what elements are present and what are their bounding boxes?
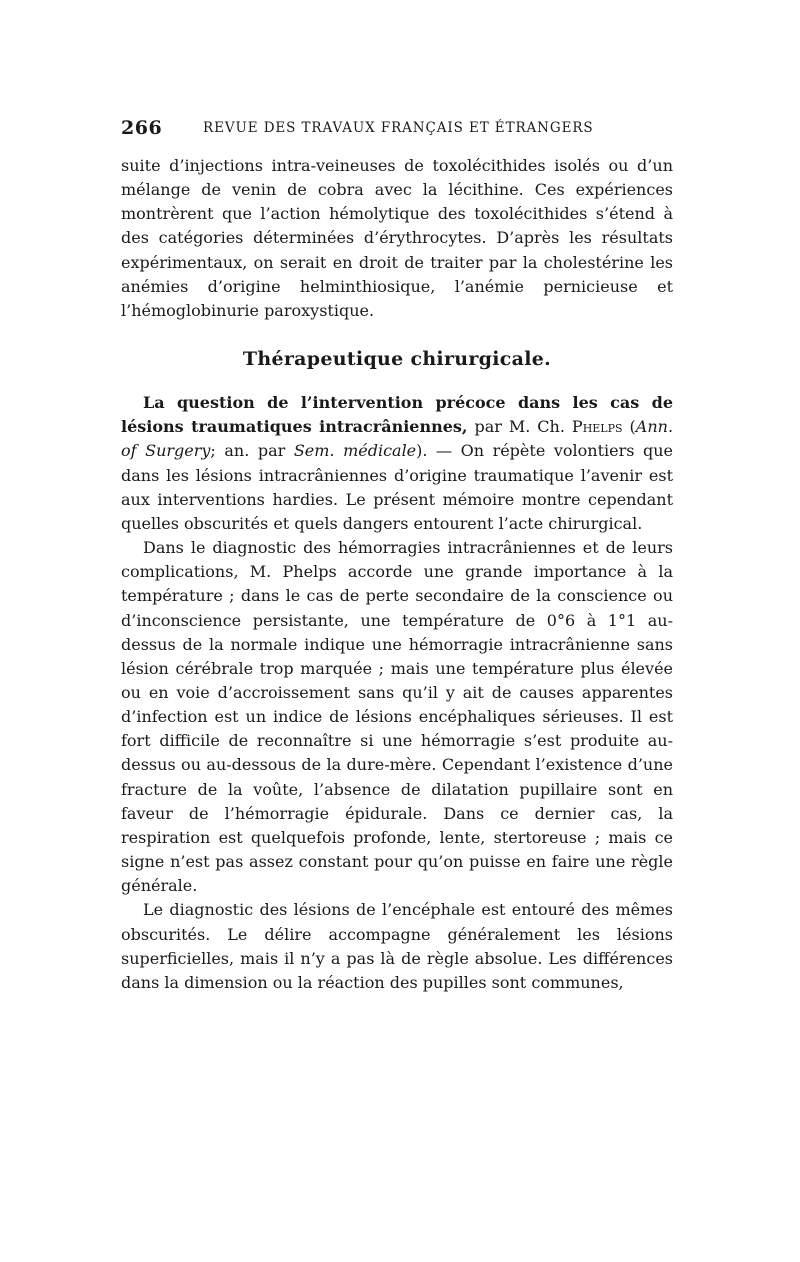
section-title: Thérapeutique chirurgicale. [242, 348, 552, 371]
page-body [121, 154, 673, 995]
ref-mid: ; an. par [210, 441, 294, 461]
article-text: On répète volontiers que dans les lésions intracrâniennes d’origine traumatique l’avenir est aux interventions hardies. Le présent mémoire montre cependant quelles obscurités et quels dangers entourent l’acte chirurgical. [121, 441, 674, 533]
ref-source: Sem. médicale [293, 441, 417, 461]
ref-journal: Ann. of Surgery [121, 417, 674, 461]
article-byline: par M. Ch. [467, 417, 572, 437]
running-title: REVUE DES TRAVAUX FRANÇAIS ET ÉTRANGERS [203, 120, 594, 136]
article-paragraph [121, 391, 673, 536]
intro-paragraph: suite d’injections intra-veineuses de toxolécithides isolés ou d’un mélange de venin de cobra avec la lécithine. Ces expériences montrèrent que l’action hémolytique des toxolécithides s’étend à des catégories déterminées d’érythrocytes. D’après les résultats expérimentaux, on serait en droit de traiter par la cholestérine les anémies d’origine helminthiosique, l’anémie pernicieuse et l’hémoglobinurie paroxystique. [121, 156, 673, 320]
ref-open: ( [622, 417, 636, 437]
body-paragraph: Le diagnostic des lésions de l’encéphale est entouré des mêmes obscurités. Le délire accompagne généralement les lésions superficielles, mais il n’y a pas là de règle absolue. Les différences dans la dimension ou la réaction des pupilles sont communes, [121, 900, 673, 992]
page-number: 266 [121, 117, 163, 139]
ref-close: ). — [416, 441, 461, 461]
article-author: Phelps [571, 417, 623, 437]
article-title: La question de l’intervention précoce dans les cas de lésions traumatiques intracrâniennes, [121, 393, 673, 437]
body-paragraph: Dans le diagnostic des hémorragies intracrâniennes et de leurs complications, M. Phelps accorde une grande importance à la température ; dans le cas de perte secondaire de la conscience ou d’inconscience persistante, une température de 0°6 à 1°1 au-dessus de la normale indique une hémorragie intracrânienne sans lésion cérébrale trop marquée ; mais une température plus élevée ou en voie d’accroissement sans qu’il y ait de causes apparentes d’infection est un indice de lésions encéphaliques sérieuses. Il est fort difficile de reconnaître si une hémorragie s’est produite au-dessus ou au-dessous de la dure-mère. Cependant l’existence d’une fracture de la voûte, l’absence de dilatation pupillaire sont en faveur de l’hémorragie épidurale. Dans ce dernier cas, la respiration est quelquefois profonde, lente, stertoreuse ; mais ce signe n’est pas assez constant pour qu’on puisse en faire une règle générale. [121, 538, 673, 896]
page-header [121, 117, 631, 143]
